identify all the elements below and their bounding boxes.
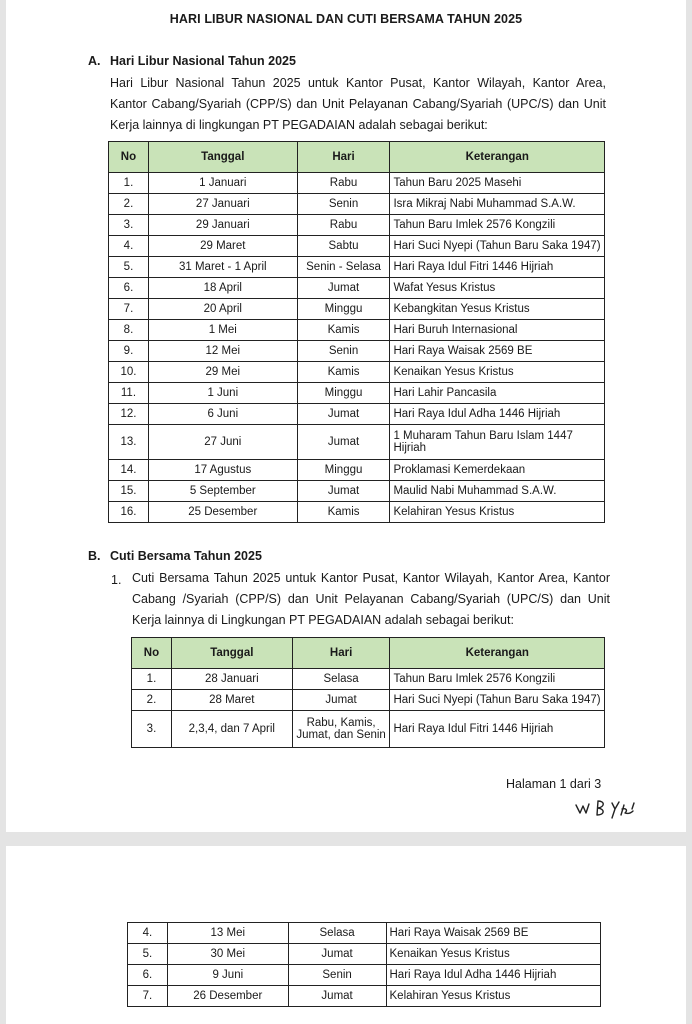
cell-hari: Jumat	[297, 481, 390, 502]
section-a-paragraph	[110, 73, 606, 136]
cell-keterangan: Hari Raya Idul Adha 1446 Hijriah	[386, 965, 601, 986]
cell-tanggal: 9 Juni	[167, 965, 288, 986]
cell-no: 3.	[109, 215, 149, 236]
cell-tanggal: 26 Desember	[167, 986, 288, 1007]
table-row	[109, 278, 605, 299]
cell-keterangan: Maulid Nabi Muhammad S.A.W.	[390, 481, 605, 502]
cell-tanggal: 1 Juni	[148, 383, 297, 404]
cell-keterangan: Isra Mikraj Nabi Muhammad S.A.W.	[390, 194, 605, 215]
column-header-no: No	[132, 638, 172, 669]
cell-no: 10.	[109, 362, 149, 383]
table-row	[109, 481, 605, 502]
paragraph-line: Kerja lainnya di Lingkungan PT PEGADAIAN adalah sebagai berikut:	[132, 613, 514, 627]
table-row	[109, 362, 605, 383]
table-row	[109, 173, 605, 194]
column-header-keterangan: Keterangan	[390, 142, 605, 173]
cell-hari: Senin - Selasa	[297, 257, 390, 278]
table-row	[109, 236, 605, 257]
cell-tanggal: 12 Mei	[148, 341, 297, 362]
national-holidays-table	[108, 141, 605, 523]
cell-no: 8.	[109, 320, 149, 341]
table-row	[109, 460, 605, 481]
table-row	[128, 986, 601, 1007]
paragraph-line: Cuti Bersama Tahun 2025 untuk Kantor Pusat, Kantor Wilayah, Kantor Area, Kantor	[132, 571, 610, 585]
cell-keterangan: Hari Raya Idul Fitri 1446 Hijriah	[390, 257, 605, 278]
cell-no: 4.	[109, 236, 149, 257]
paragraph-line: Cabang /Syariah (CPP/S) dan Unit Pelayanan Cabang/Syariah (UPC/S) dan Unit	[132, 592, 610, 606]
cell-keterangan: Kelahiran Yesus Kristus	[386, 986, 601, 1007]
column-header-no: No	[109, 142, 149, 173]
cell-keterangan: Wafat Yesus Kristus	[390, 278, 605, 299]
cell-keterangan: 1 Muharam Tahun Baru Islam 1447 Hijriah	[390, 425, 605, 460]
cell-hari: Minggu	[297, 383, 390, 404]
cell-tanggal: 28 Januari	[171, 669, 292, 690]
cell-keterangan: Hari Suci Nyepi (Tahun Baru Saka 1947)	[390, 690, 605, 711]
cell-hari: Selasa	[288, 923, 386, 944]
cell-hari: Jumat	[292, 690, 390, 711]
list-item-number: 1.	[111, 573, 122, 587]
cell-keterangan: Kenaikan Yesus Kristus	[386, 944, 601, 965]
cell-tanggal: 17 Agustus	[148, 460, 297, 481]
paragraph-line: Hari Libur Nasional Tahun 2025 untuk Kantor Pusat, Kantor Wilayah, Kantor Area,	[110, 76, 606, 90]
joint-leave-table-continued	[127, 922, 601, 1007]
cell-hari: Minggu	[297, 460, 390, 481]
cell-hari: Minggu	[297, 299, 390, 320]
table-row	[109, 215, 605, 236]
cell-hari: Jumat	[288, 986, 386, 1007]
cell-tanggal: 18 April	[148, 278, 297, 299]
cell-hari: Senin	[288, 965, 386, 986]
page-number: Halaman 1 dari 3	[506, 777, 602, 791]
cell-tanggal: 27 Januari	[148, 194, 297, 215]
table-row	[109, 257, 605, 278]
cell-tanggal: 31 Maret - 1 April	[148, 257, 297, 278]
table-row	[128, 965, 601, 986]
cell-hari: Senin	[297, 194, 390, 215]
cell-tanggal: 13 Mei	[167, 923, 288, 944]
cell-keterangan: Proklamasi Kemerdekaan	[390, 460, 605, 481]
column-header-keterangan: Keterangan	[390, 638, 605, 669]
cell-tanggal: 28 Maret	[171, 690, 292, 711]
table-row	[132, 669, 605, 690]
table-row	[128, 944, 601, 965]
table-row	[109, 299, 605, 320]
section-b-paragraph	[132, 568, 610, 631]
section-b-title: Cuti Bersama Tahun 2025	[110, 549, 262, 563]
table-row	[109, 404, 605, 425]
cell-hari: Rabu, Kamis, Jumat, dan Senin	[292, 711, 390, 748]
table-row	[132, 711, 605, 748]
table-header-row	[109, 142, 605, 173]
cell-no: 5.	[128, 944, 168, 965]
cell-keterangan: Kenaikan Yesus Kristus	[390, 362, 605, 383]
cell-hari: Jumat	[297, 425, 390, 460]
cell-no: 4.	[128, 923, 168, 944]
cell-tanggal: 5 September	[148, 481, 297, 502]
cell-tanggal: 27 Juni	[148, 425, 297, 460]
cell-hari: Selasa	[292, 669, 390, 690]
cell-no: 7.	[128, 986, 168, 1007]
column-header-hari: Hari	[297, 142, 390, 173]
table-row	[109, 194, 605, 215]
table-row	[109, 502, 605, 523]
table-header-row	[132, 638, 605, 669]
cell-tanggal: 2,3,4, dan 7 April	[171, 711, 292, 748]
cell-keterangan: Hari Raya Idul Adha 1446 Hijriah	[390, 404, 605, 425]
document-title: HARI LIBUR NASIONAL DAN CUTI BERSAMA TAHUN 2025	[169, 12, 523, 26]
cell-hari: Rabu	[297, 173, 390, 194]
cell-no: 2.	[109, 194, 149, 215]
cell-keterangan: Hari Suci Nyepi (Tahun Baru Saka 1947)	[390, 236, 605, 257]
table-row	[128, 923, 601, 944]
signature-icon	[572, 795, 648, 821]
cell-keterangan: Hari Raya Waisak 2569 BE	[386, 923, 601, 944]
cell-tanggal: 29 Mei	[148, 362, 297, 383]
cell-no: 9.	[109, 341, 149, 362]
paragraph-line: Kantor Cabang/Syariah (CPP/S) dan Unit Pelayanan Cabang/Syariah (UPC/S) dan Unit	[110, 97, 606, 111]
table-row	[109, 425, 605, 460]
cell-no: 1.	[132, 669, 172, 690]
paragraph-line: Kerja lainnya di lingkungan PT PEGADAIAN adalah sebagai berikut:	[110, 118, 488, 132]
cell-keterangan: Kelahiran Yesus Kristus	[390, 502, 605, 523]
cell-keterangan: Tahun Baru 2025 Masehi	[390, 173, 605, 194]
table-row	[109, 383, 605, 404]
cell-tanggal: 1 Mei	[148, 320, 297, 341]
cell-no: 7.	[109, 299, 149, 320]
cell-hari: Kamis	[297, 320, 390, 341]
section-b-marker: B.	[88, 549, 101, 563]
cell-no: 2.	[132, 690, 172, 711]
table-row	[132, 690, 605, 711]
cell-no: 5.	[109, 257, 149, 278]
cell-tanggal: 20 April	[148, 299, 297, 320]
joint-leave-table	[131, 637, 605, 748]
cell-keterangan: Hari Raya Waisak 2569 BE	[390, 341, 605, 362]
table-row	[109, 341, 605, 362]
cell-no: 12.	[109, 404, 149, 425]
cell-no: 15.	[109, 481, 149, 502]
cell-keterangan: Hari Raya Idul Fitri 1446 Hijriah	[390, 711, 605, 748]
cell-no: 16.	[109, 502, 149, 523]
cell-no: 14.	[109, 460, 149, 481]
cell-no: 1.	[109, 173, 149, 194]
cell-keterangan: Kebangkitan Yesus Kristus	[390, 299, 605, 320]
cell-tanggal: 1 Januari	[148, 173, 297, 194]
cell-hari: Jumat	[288, 944, 386, 965]
cell-keterangan: Tahun Baru Imlek 2576 Kongzili	[390, 669, 605, 690]
column-header-tanggal: Tanggal	[171, 638, 292, 669]
section-a-title: Hari Libur Nasional Tahun 2025	[110, 54, 296, 68]
cell-tanggal: 29 Maret	[148, 236, 297, 257]
section-b-heading	[88, 549, 262, 563]
section-a-heading	[88, 54, 296, 68]
cell-no: 11.	[109, 383, 149, 404]
section-a-marker: A.	[88, 54, 101, 68]
cell-tanggal: 25 Desember	[148, 502, 297, 523]
cell-tanggal: 29 Januari	[148, 215, 297, 236]
cell-hari: Kamis	[297, 502, 390, 523]
cell-hari: Kamis	[297, 362, 390, 383]
column-header-hari: Hari	[292, 638, 390, 669]
cell-no: 13.	[109, 425, 149, 460]
cell-hari: Rabu	[297, 215, 390, 236]
cell-no: 3.	[132, 711, 172, 748]
cell-no: 6.	[128, 965, 168, 986]
table-row	[109, 320, 605, 341]
cell-tanggal: 6 Juni	[148, 404, 297, 425]
document-page-1	[6, 0, 686, 832]
cell-no: 6.	[109, 278, 149, 299]
cell-hari: Jumat	[297, 404, 390, 425]
cell-keterangan: Hari Lahir Pancasila	[390, 383, 605, 404]
cell-hari: Senin	[297, 341, 390, 362]
document-page-2	[6, 846, 686, 1024]
cell-keterangan: Tahun Baru Imlek 2576 Kongzili	[390, 215, 605, 236]
cell-hari: Jumat	[297, 278, 390, 299]
column-header-tanggal: Tanggal	[148, 142, 297, 173]
cell-hari: Sabtu	[297, 236, 390, 257]
cell-keterangan: Hari Buruh Internasional	[390, 320, 605, 341]
cell-tanggal: 30 Mei	[167, 944, 288, 965]
